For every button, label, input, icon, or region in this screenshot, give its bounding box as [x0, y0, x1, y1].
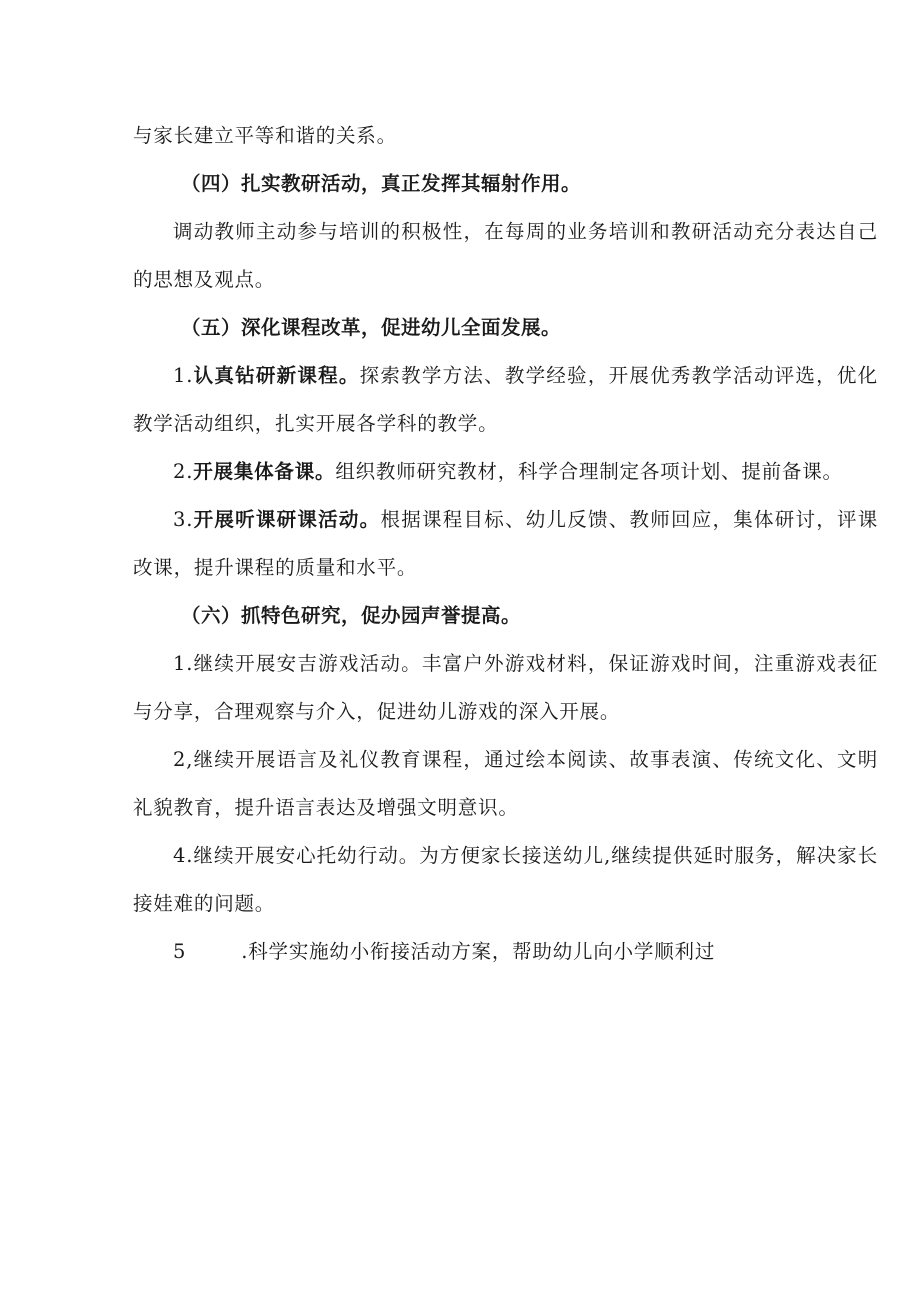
section-heading-5: （五）深化课程改革，促进幼儿全面发展。 [181, 316, 562, 339]
list-item-6-5 [133, 928, 878, 976]
item-text: 组织教师研究教材，科学合理制定各项计划、提前备课。 [335, 460, 843, 483]
section-heading-6: （六）抓特色研究，促办园声誉提高。 [181, 604, 522, 627]
list-item-5-1 [133, 352, 878, 448]
item-lead: 认真钻研新课程。 [193, 364, 360, 387]
paragraph-4: 调动教师主动参与培训的积极性，在每周的业务培训和教研活动充分表达自己的思想及观点。 [133, 220, 878, 291]
list-item-5-3 [133, 496, 878, 592]
item-text: .科学实施幼小衔接活动方案，帮助幼儿向小学顺利过 [241, 940, 716, 963]
item-lead: 开展听课研课活动。 [193, 508, 381, 531]
document-body [133, 112, 878, 976]
item-number: 5 [173, 940, 187, 963]
item-number: 2. [173, 460, 194, 483]
list-item-5-2 [133, 448, 878, 496]
item-text: 探索教学方法、教学经验，开展优秀教学活动评选，优化教学活动组织，扎实开展各学科的教学。 [133, 364, 878, 435]
list-item-6-1: 1.继续开展安吉游戏活动。丰富户外游戏材料，保证游戏时间，注重游戏表征与分享，合理观察与介入，促进幼儿游戏的深入开展。 [133, 652, 878, 723]
item-lead: 开展集体备课。 [193, 460, 336, 483]
list-item-6-4: 4.继续开展安心托幼行动。为方便家长接送幼儿,继续提供延时服务，解决家长接娃难的问题。 [133, 844, 878, 915]
list-item-6-2: 2,继续开展语言及礼仪教育课程，通过绘本阅读、故事表演、传统文化、文明礼貌教育，提升语言表达及增强文明意识。 [133, 748, 878, 819]
item-text: 根据课程目标、幼儿反馈、教师回应，集体研讨，评课改课，提升课程的质量和水平。 [133, 508, 879, 579]
item-number: 3. [173, 508, 194, 531]
section-heading-4: （四）扎实教研活动，真正发挥其辐射作用。 [181, 172, 582, 195]
item-number: 1. [173, 364, 194, 387]
paragraph-continuation: 与家长建立平等和谐的关系。 [133, 124, 397, 147]
